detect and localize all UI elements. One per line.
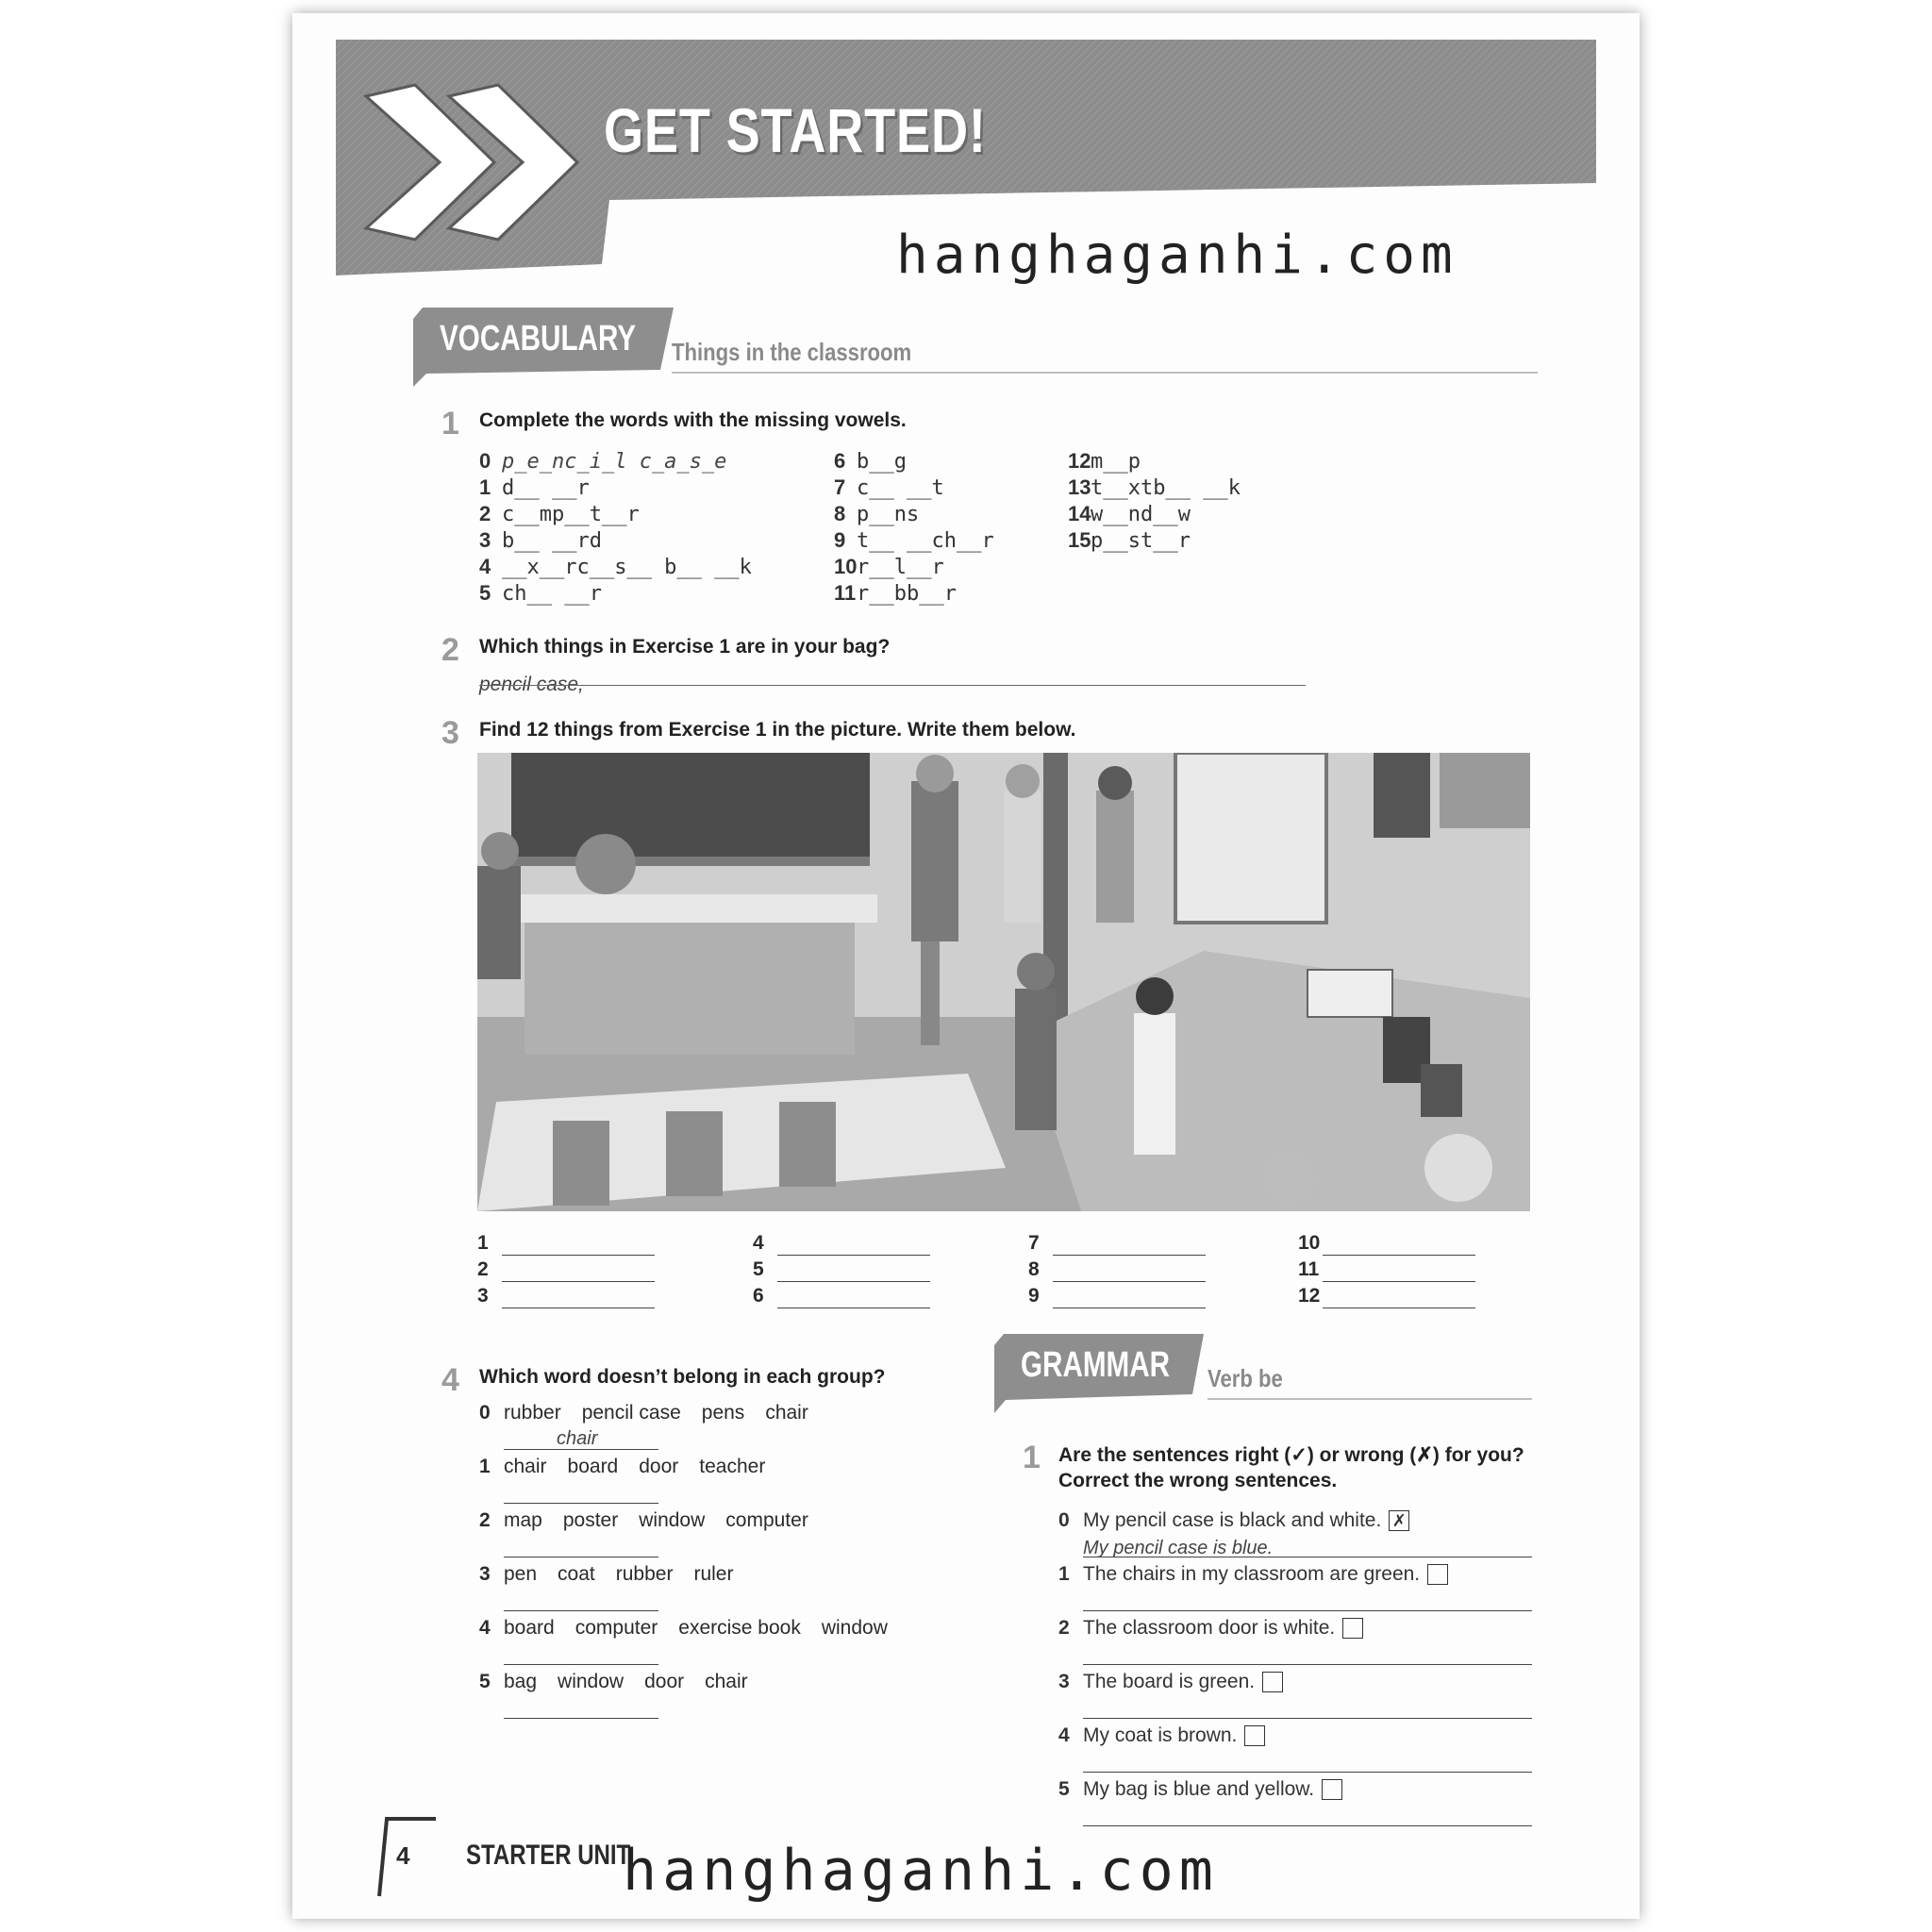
ex4-word: chair bbox=[765, 1402, 808, 1424]
grammar-sentence bbox=[1058, 1563, 1448, 1586]
ex1-item-number: 2 bbox=[479, 502, 491, 525]
watermark-bottom: hanghaganhi.com bbox=[623, 1838, 1219, 1904]
footer-corner bbox=[377, 1815, 443, 1900]
grammar-ex1-number: 1 bbox=[1023, 1440, 1041, 1475]
ex1-item-word[interactable]: c__ __t bbox=[857, 476, 944, 500]
ex3-blank-line[interactable] bbox=[502, 1255, 655, 1256]
ex1-item-number: 7 bbox=[834, 475, 846, 499]
vocab-subtitle: Things in the classroom bbox=[672, 338, 912, 366]
ex4-group-number: 5 bbox=[479, 1671, 491, 1692]
ex2-answer-line[interactable] bbox=[479, 685, 1306, 686]
grammar-sentence bbox=[1058, 1724, 1265, 1747]
grammar-answer: My pencil case is blue. bbox=[1083, 1538, 1274, 1558]
ex3-blank-number: 12 bbox=[1298, 1285, 1321, 1307]
grammar-answer-line[interactable] bbox=[1083, 1664, 1532, 1665]
ex4-group bbox=[479, 1671, 769, 1693]
ex4-answer: chair bbox=[557, 1428, 598, 1449]
ex1-item-number: 9 bbox=[834, 528, 846, 552]
grammar-sentence bbox=[1058, 1509, 1409, 1532]
ex3-instruction: Find 12 things from Exercise 1 in the picture. Write them below. bbox=[479, 719, 1076, 741]
classroom-scene bbox=[477, 753, 1530, 1211]
grammar-sentence-number: 2 bbox=[1058, 1617, 1070, 1639]
vocab-tab: VOCABULARY bbox=[440, 319, 637, 358]
ex4-group-number: 4 bbox=[479, 1617, 491, 1639]
ex4-word: board bbox=[567, 1456, 619, 1477]
ex4-word: coat bbox=[558, 1563, 595, 1585]
ex4-word: chair bbox=[504, 1456, 547, 1477]
grammar-sentence-text: The chairs in my classroom are green. bbox=[1083, 1563, 1421, 1585]
ex1-item-word[interactable]: w__nd__w bbox=[1091, 503, 1191, 526]
grammar-answer-line[interactable] bbox=[1083, 1772, 1532, 1773]
ex1-item-word[interactable]: m__p bbox=[1091, 450, 1141, 474]
grammar-checkbox[interactable] bbox=[1322, 1779, 1342, 1800]
grammar-subtitle: Verb be bbox=[1208, 1364, 1283, 1392]
ex2-number: 2 bbox=[441, 632, 459, 668]
ex1-number: 1 bbox=[441, 406, 459, 441]
ex1-item-word[interactable]: __x__rc__s__ b__ __k bbox=[502, 556, 752, 579]
ex4-word: computer bbox=[725, 1509, 808, 1531]
ex1-item-number: 14 bbox=[1068, 502, 1091, 525]
ex3-blank-number: 2 bbox=[477, 1258, 489, 1280]
ex4-word: window bbox=[821, 1617, 888, 1639]
ex4-word: chair bbox=[705, 1671, 748, 1692]
ex1-item bbox=[834, 449, 907, 474]
grammar-sentence-text: The classroom door is white. bbox=[1083, 1617, 1336, 1639]
ex4-word: teacher bbox=[699, 1456, 766, 1477]
ex1-item-number: 5 bbox=[479, 581, 491, 605]
grammar-rule bbox=[1208, 1398, 1532, 1400]
ex4-group bbox=[479, 1402, 829, 1424]
ex1-item bbox=[1068, 475, 1241, 500]
page-title: GET STARTED! bbox=[604, 95, 987, 165]
grammar-checkbox[interactable] bbox=[1262, 1672, 1283, 1692]
ex3-blank-line[interactable] bbox=[777, 1281, 930, 1282]
ex3-blank-number: 11 bbox=[1298, 1258, 1320, 1280]
grammar-sentence-text: My bag is blue and yellow. bbox=[1083, 1778, 1315, 1800]
ex1-item-number: 6 bbox=[834, 449, 846, 473]
ex4-group-number: 0 bbox=[479, 1402, 491, 1424]
ex1-item bbox=[834, 528, 994, 553]
ex1-item bbox=[834, 475, 944, 500]
ex1-item-number: 3 bbox=[479, 528, 491, 552]
workbook-page bbox=[292, 13, 1640, 1919]
ex4-word: window bbox=[639, 1509, 706, 1531]
ex3-blank-number: 9 bbox=[1028, 1285, 1040, 1307]
ex3-blank-line[interactable] bbox=[1323, 1281, 1475, 1282]
grammar-sentence-text: The board is green. bbox=[1083, 1671, 1256, 1692]
ex1-item-word[interactable]: d__ __r bbox=[502, 476, 590, 500]
ex4-group bbox=[479, 1456, 786, 1478]
ex3-blank-line[interactable] bbox=[1053, 1307, 1206, 1308]
grammar-answer-line[interactable] bbox=[1083, 1825, 1532, 1826]
ex3-blank-line[interactable] bbox=[1053, 1255, 1206, 1256]
ex3-blank-line[interactable] bbox=[1053, 1281, 1206, 1282]
ex1-item bbox=[479, 581, 602, 606]
ex1-instruction: Complete the words with the missing vowels. bbox=[479, 409, 907, 431]
ex4-answer-line[interactable] bbox=[504, 1610, 658, 1611]
ex4-group bbox=[479, 1563, 754, 1586]
ex3-blank-line[interactable] bbox=[1323, 1255, 1475, 1256]
ex1-item-number: 10 bbox=[834, 555, 858, 578]
grammar-sentence bbox=[1058, 1778, 1342, 1801]
ex1-item-word[interactable]: c__mp__t__r bbox=[502, 503, 640, 526]
grammar-instruction-2: Correct the wrong sentences. bbox=[1058, 1470, 1338, 1491]
ex1-item-word[interactable]: t__xtb__ __k bbox=[1091, 476, 1241, 500]
ex4-answer-line[interactable] bbox=[504, 1718, 658, 1719]
ex1-item bbox=[1068, 449, 1141, 474]
ex1-item-word[interactable]: b__ __rd bbox=[502, 529, 602, 553]
ex3-blank-number: 6 bbox=[753, 1285, 764, 1307]
ex3-blank-number: 10 bbox=[1298, 1232, 1321, 1254]
ex1-item-number: 4 bbox=[479, 555, 491, 578]
ex4-number: 4 bbox=[441, 1362, 459, 1398]
ex1-item-word[interactable]: p__ns bbox=[857, 503, 920, 526]
ex1-item-number: 13 bbox=[1068, 475, 1091, 499]
grammar-sentence-number: 4 bbox=[1058, 1724, 1070, 1746]
ex1-item bbox=[834, 555, 944, 579]
ex3-blank-number: 1 bbox=[477, 1232, 489, 1254]
ex4-group bbox=[479, 1509, 829, 1532]
ex4-word: bag bbox=[504, 1671, 538, 1692]
ex3-blank-line[interactable] bbox=[777, 1307, 930, 1308]
ex4-word: rubber bbox=[615, 1563, 674, 1585]
ex3-blank-line[interactable] bbox=[502, 1281, 655, 1282]
ex1-item-number: 0 bbox=[479, 449, 491, 473]
ex3-blank-number: 4 bbox=[753, 1232, 764, 1254]
grammar-checkbox[interactable] bbox=[1244, 1725, 1265, 1746]
ex1-item-word[interactable]: r__l__r bbox=[857, 556, 944, 579]
watermark-top: hanghaganhi.com bbox=[896, 225, 1458, 286]
ex3-number: 3 bbox=[441, 715, 459, 751]
ex4-word: pens bbox=[701, 1402, 745, 1424]
ex1-item-word: p_e_nc_i_l c_a_s_e bbox=[502, 450, 727, 474]
ex1-item bbox=[479, 502, 640, 526]
grammar-sentence bbox=[1058, 1671, 1283, 1693]
ex1-item-word[interactable]: r__bb__r bbox=[857, 582, 957, 606]
ex2-answer: pencil case, bbox=[479, 674, 584, 695]
ex3-blank-line[interactable] bbox=[502, 1307, 655, 1308]
ex1-item-number: 11 bbox=[834, 581, 857, 605]
ex1-item-word[interactable]: t__ __ch__r bbox=[857, 529, 994, 553]
ex2-instruction: Which things in Exercise 1 are in your bag? bbox=[479, 636, 891, 658]
ex1-item bbox=[479, 449, 726, 474]
ex1-item-word[interactable]: p__st__r bbox=[1091, 529, 1191, 553]
ex4-answer-line[interactable] bbox=[504, 1503, 658, 1504]
ex4-answer-line[interactable] bbox=[504, 1449, 658, 1450]
ex4-instruction: Which word doesn’t belong in each group? bbox=[479, 1366, 886, 1388]
ex3-blank-line[interactable] bbox=[777, 1255, 930, 1256]
ex4-word: exercise book bbox=[678, 1617, 801, 1639]
ex4-group-number: 3 bbox=[479, 1563, 491, 1585]
grammar-instruction-1: Are the sentences right (✓) or wrong (✗) for you? bbox=[1058, 1444, 1524, 1466]
ex4-word: pen bbox=[504, 1563, 538, 1585]
ex4-word: rubber bbox=[504, 1402, 561, 1424]
grammar-sentence-number: 5 bbox=[1058, 1778, 1070, 1800]
grammar-tab: GRAMMAR bbox=[1021, 1345, 1171, 1385]
grammar-sentence-text: My coat is brown. bbox=[1083, 1724, 1238, 1746]
ex3-blank-number: 8 bbox=[1028, 1258, 1040, 1280]
ex4-group-number: 2 bbox=[479, 1509, 491, 1531]
ex1-item bbox=[479, 555, 752, 579]
classroom-illustration bbox=[477, 753, 1530, 1211]
ex4-group-number: 1 bbox=[479, 1456, 491, 1477]
ex1-item bbox=[834, 502, 919, 526]
ex1-item-number: 1 bbox=[479, 475, 491, 499]
ex3-blank-number: 7 bbox=[1028, 1232, 1040, 1254]
grammar-checkbox[interactable] bbox=[1342, 1618, 1363, 1639]
grammar-answer-line[interactable] bbox=[1083, 1718, 1532, 1719]
grammar-answer-line[interactable] bbox=[1083, 1610, 1532, 1611]
grammar-sentence-number: 0 bbox=[1058, 1509, 1070, 1531]
grammar-sentence-number: 3 bbox=[1058, 1671, 1070, 1692]
ex4-answer-line[interactable] bbox=[504, 1664, 658, 1665]
ex1-item bbox=[1068, 502, 1191, 526]
ex1-item-word[interactable]: ch__ __r bbox=[502, 582, 602, 606]
ex4-word: pencil case bbox=[581, 1402, 681, 1424]
ex1-item-number: 15 bbox=[1068, 528, 1091, 552]
grammar-sentence-number: 1 bbox=[1058, 1563, 1070, 1585]
ex1-item-word[interactable]: b__g bbox=[857, 450, 907, 474]
vocab-rule bbox=[672, 372, 1538, 374]
ex1-item bbox=[479, 528, 602, 553]
ex3-blank-line[interactable] bbox=[1323, 1307, 1475, 1308]
ex1-item bbox=[479, 475, 590, 500]
grammar-checkbox[interactable]: ✗ bbox=[1389, 1510, 1409, 1531]
ex1-item bbox=[834, 581, 957, 606]
ex4-group bbox=[479, 1617, 908, 1640]
ex3-blank-number: 3 bbox=[477, 1285, 489, 1307]
ex4-word: map bbox=[504, 1509, 542, 1531]
ex4-word: door bbox=[644, 1671, 685, 1692]
ex1-item-number: 8 bbox=[834, 502, 846, 525]
ex4-word: ruler bbox=[693, 1563, 734, 1585]
ex4-word: window bbox=[558, 1671, 625, 1692]
grammar-sentence-text: My pencil case is black and white. bbox=[1083, 1509, 1382, 1531]
ex4-word: poster bbox=[562, 1509, 619, 1531]
ex4-word: board bbox=[504, 1617, 555, 1639]
grammar-sentence bbox=[1058, 1617, 1363, 1640]
ex1-item-number: 12 bbox=[1068, 449, 1091, 473]
ex1-item bbox=[1068, 528, 1191, 553]
footer-page-number: 4 bbox=[396, 1841, 410, 1870]
footer-unit: STARTER UNIT bbox=[466, 1840, 631, 1871]
ex4-word: door bbox=[639, 1456, 679, 1477]
grammar-checkbox[interactable] bbox=[1427, 1564, 1448, 1585]
ex4-word: computer bbox=[575, 1617, 658, 1639]
ex3-blank-number: 5 bbox=[753, 1258, 764, 1280]
